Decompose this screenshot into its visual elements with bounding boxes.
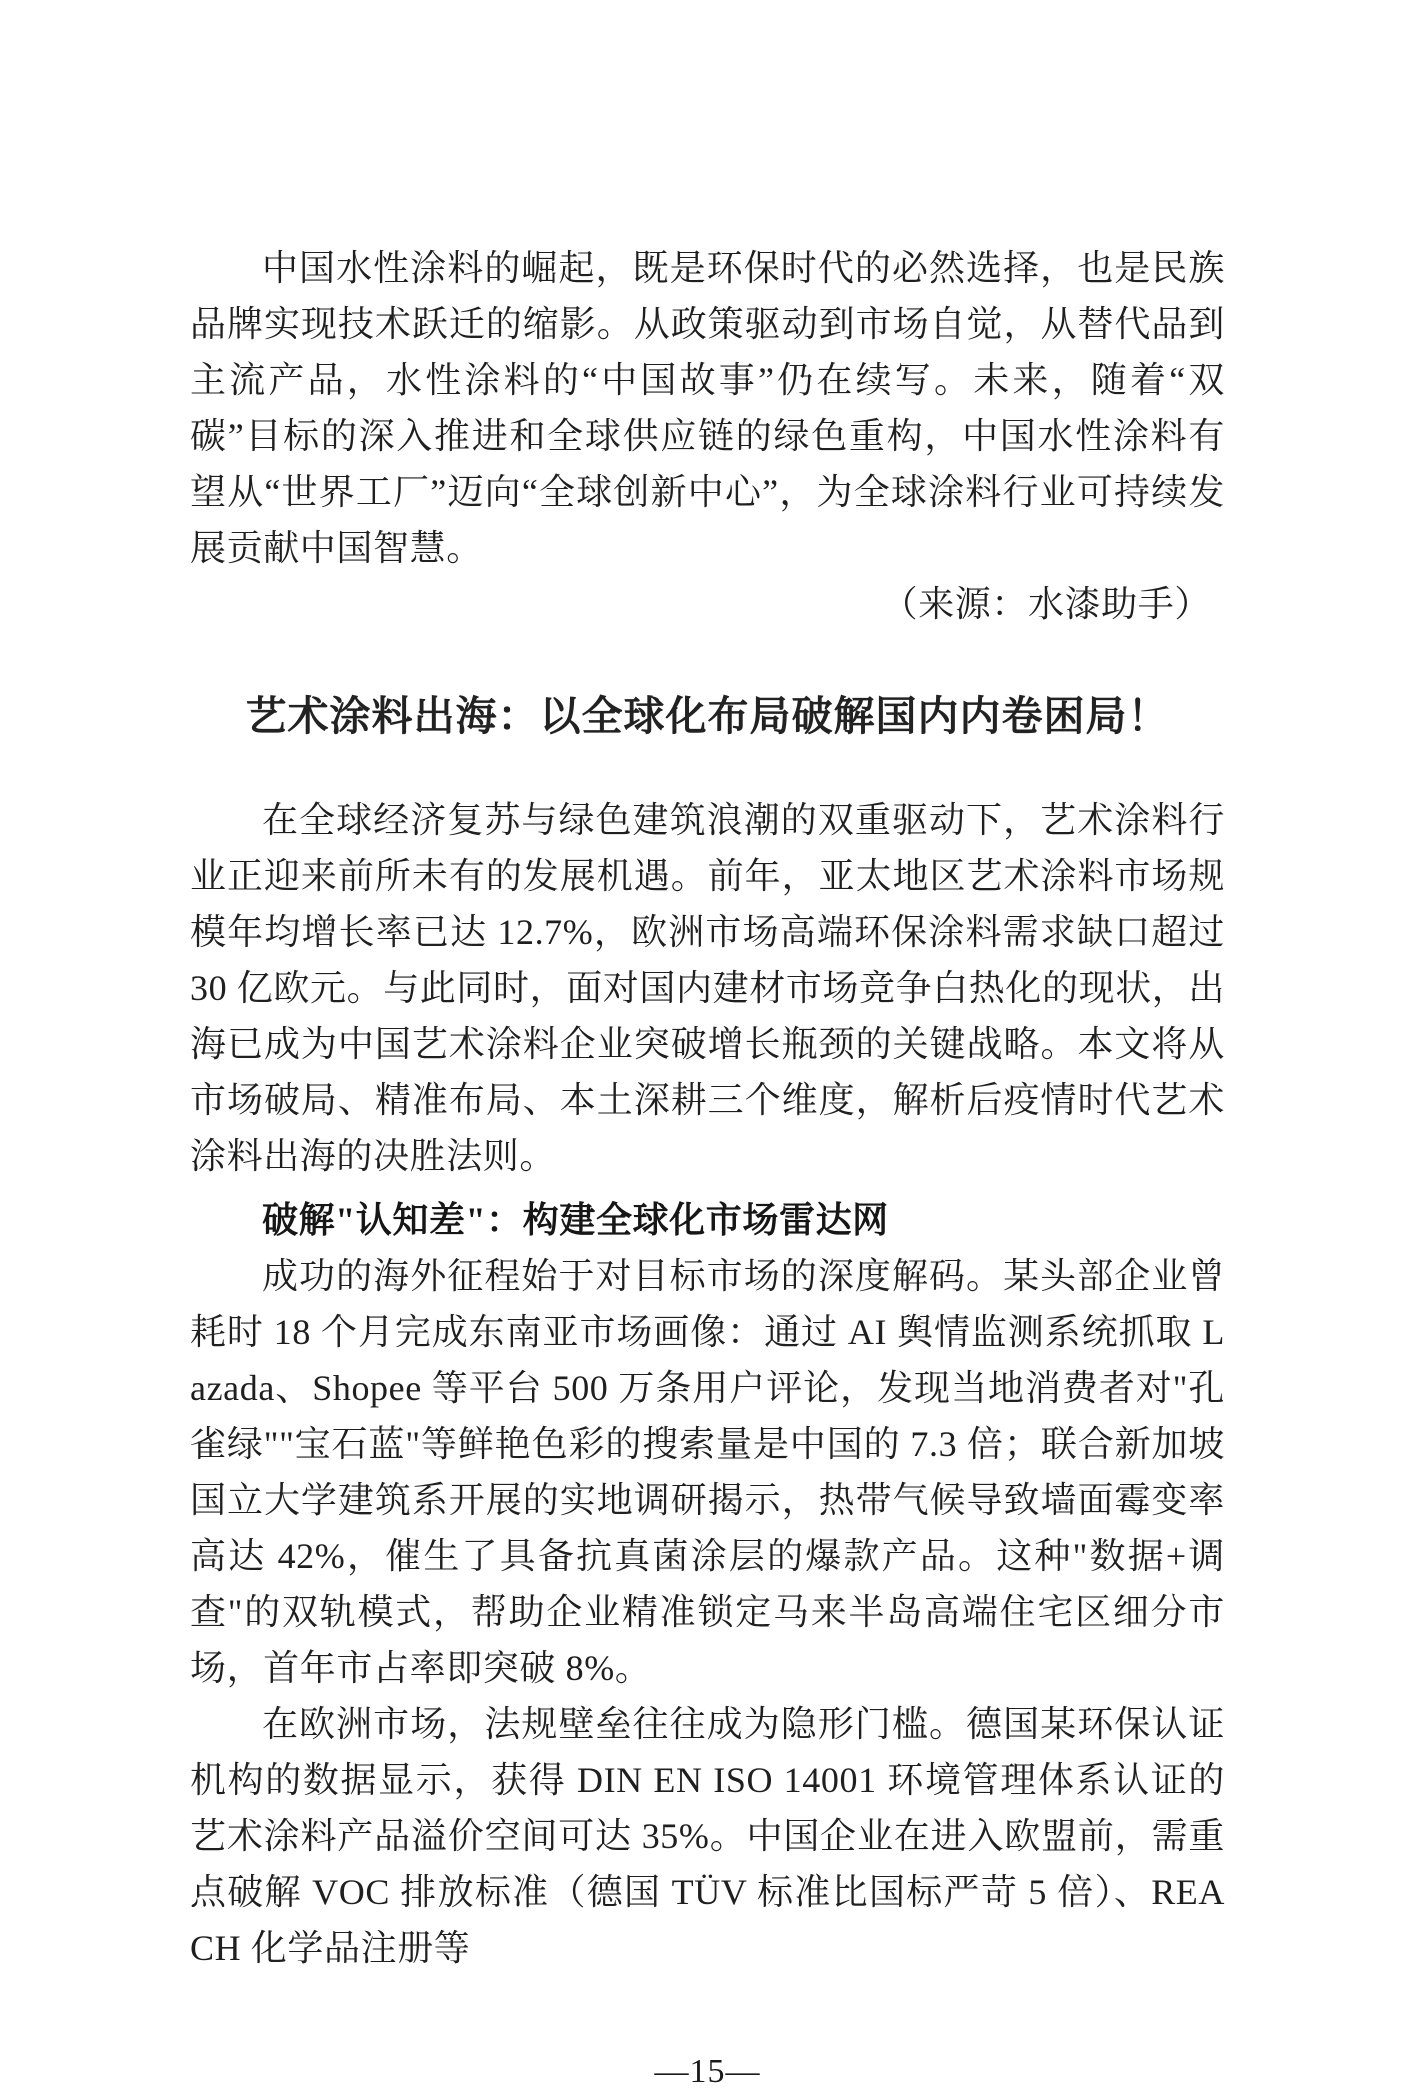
intro-paragraph: 在全球经济复苏与绿色建筑浪潮的双重驱动下，艺术涂料行业正迎来前所未有的发展机遇。前年，亚太地区艺术涂料市场规模年均增长率已达 12.7%，欧洲市场高端环保涂料需求缺口超过 30 亿欧元。与此同时，面对国内建材市场竞争白热化的现状，出海已成为中国艺术涂料企业突破增长瓶颈的关键战略。本文将从市场破局、精准布局、本土深耕三个维度，解析后疫情时代艺术涂料出海的决胜法则。 <box>190 800 1226 1176</box>
section-heading-cognition-gap: 破解"认知差"：构建全球化市场雷达网 <box>262 1200 889 1240</box>
closing-paragraph-water-coatings: 中国水性涂料的崛起，既是环保时代的必然选择，也是民族品牌实现技术跃迁的缩影。从政策驱动到市场自觉，从替代品到主流产品，水性涂料的“中国故事”仍在续写。未来，随着“双碳”目标的深入推进和全球供应链的绿色重构，中国水性涂料有望从“世界工厂”迈向“全球创新中心”，为全球涂料行业可持续发展贡献中国智慧。 <box>190 248 1225 568</box>
paragraph-market-research: 成功的海外征程始于对目标市场的深度解码。某头部企业曾耗时 18 个月完成东南亚市场画像：通过 AI 舆情监测系统抓取 Lazada、Shopee 等平台 500 万条用户评论，发现当地消费者对"孔雀绿""宝石蓝"等鲜艳色彩的搜索量是中国的 7.3 倍；联合新加坡国立大学建筑系开展的实地调研揭示，热带气候导致墙面霉变率高达 42%，催生了具备抗真菌涂层的爆款产品。这种"数据+调查"的双轨模式，帮助企业精准锁定马来半岛高端住宅区细分市场，首年市占率即突破 8%。 <box>190 1256 1225 1688</box>
article-title: 艺术涂料出海：以全球化布局破解国内内卷困局！ <box>245 693 1170 739</box>
text-column <box>190 240 1225 2100</box>
paragraph-europe-regulations: 在欧洲市场，法规壁垒往往成为隐形门槛。德国某环保认证机构的数据显示，获得 DIN EN ISO 14001 环境管理体系认证的艺术涂料产品溢价空间可达 35%。中国企业在进入欧盟前，需重点破解 VOC 排放标准（德国 TÜV 标准比国标严苛 5 倍）、REACH 化学品注册等 <box>190 1704 1225 1968</box>
page-number: —15— <box>654 2053 761 2090</box>
source-attribution: （来源：水漆助手） <box>881 584 1211 624</box>
